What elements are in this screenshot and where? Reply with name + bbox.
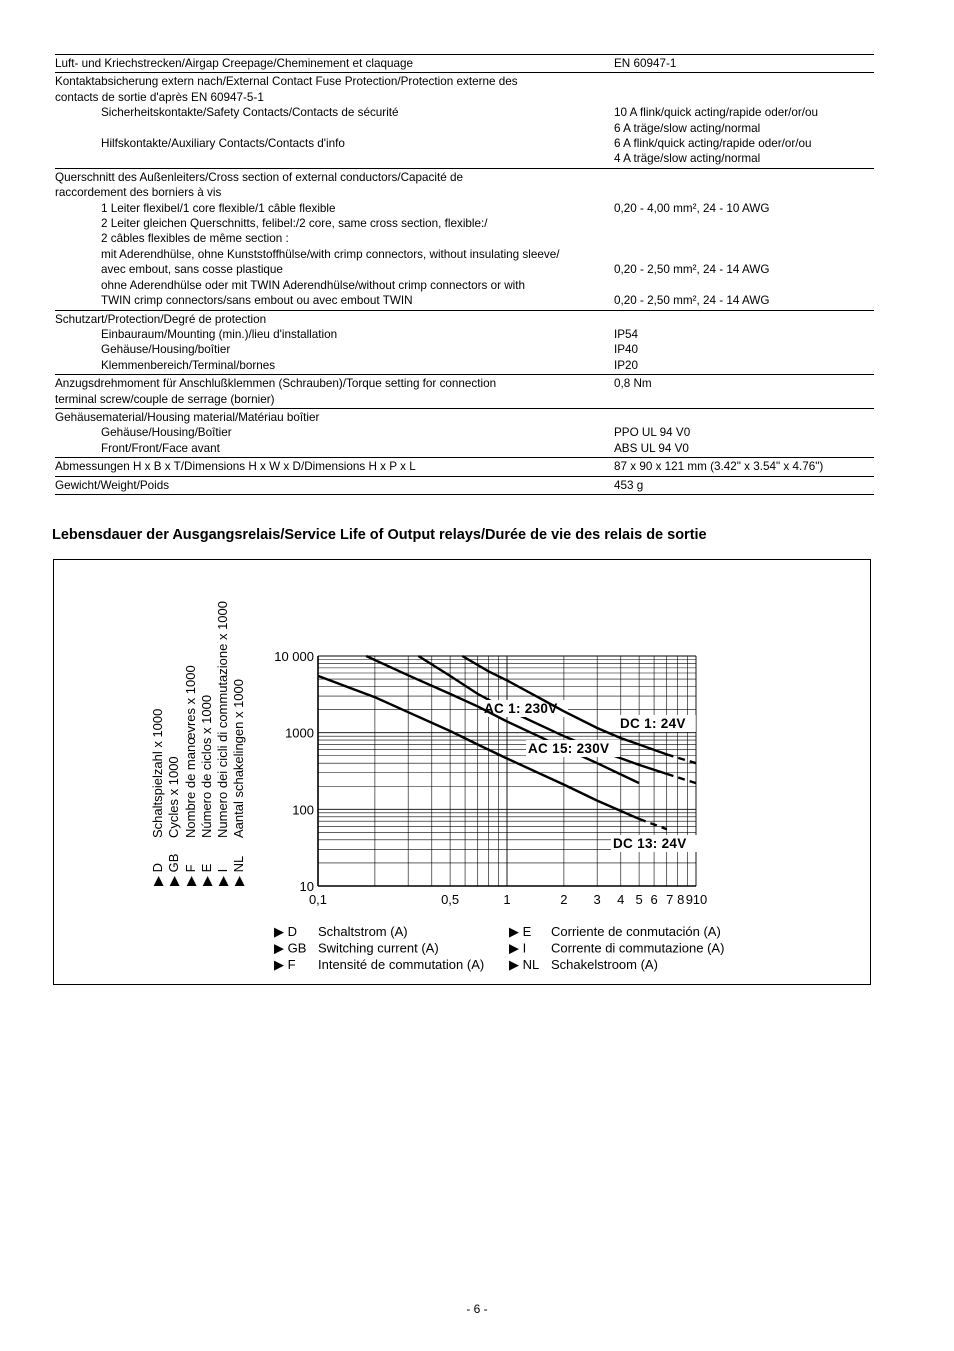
spec-value: ABS UL 94 V0 xyxy=(614,441,689,455)
spec-label: raccordement des borniers à vis xyxy=(55,186,222,200)
x-tick-label: 9 xyxy=(685,892,693,907)
spec-value xyxy=(614,392,874,407)
spec-label: Anzugsdrehmoment für Anschlußklemmen (Schrauben)/Torque setting for connection xyxy=(55,377,497,391)
spec-value: IP20 xyxy=(614,358,639,372)
y-tick-label: 100 xyxy=(292,802,314,818)
y-axis-marker: ▶ NL xyxy=(231,855,246,886)
spec-label: Gewicht/Weight/Poids xyxy=(55,478,170,492)
spec-row xyxy=(55,327,874,342)
spec-row xyxy=(55,312,874,327)
series-line-dashed xyxy=(639,819,667,829)
spec-label xyxy=(55,151,614,166)
spec-value: 4 A träge/slow acting/normal xyxy=(614,152,761,166)
spec-value: PPO UL 94 V0 xyxy=(614,426,691,440)
spec-group xyxy=(55,457,874,475)
spec-value: IP40 xyxy=(614,343,639,357)
spec-row xyxy=(55,342,874,357)
y-tick-label: 10 000 xyxy=(274,649,314,664)
spec-value: 87 x 90 x 121 mm (3.42" x 3.54" x 4.76") xyxy=(614,460,824,474)
spec-group xyxy=(55,72,874,167)
spec-row xyxy=(55,105,874,120)
spec-row xyxy=(55,392,874,407)
x-tick-label: 4 xyxy=(617,892,625,907)
spec-value xyxy=(614,278,874,293)
x-tick-label: 6 xyxy=(650,892,658,907)
y-axis-marker: ▶ F xyxy=(183,864,198,886)
y-axis-label: Schaltspielzahl x 1000 xyxy=(150,708,165,838)
spec-row xyxy=(55,278,874,293)
spec-row xyxy=(55,74,874,89)
spec-label: Gehäuse/Housing/Boîtier xyxy=(101,426,232,440)
x-axis-marker: ▶ E xyxy=(509,924,532,939)
spec-row xyxy=(55,376,874,391)
x-axis-marker: ▶ D xyxy=(274,924,297,939)
x-tick-label: 1 xyxy=(503,892,511,907)
page-number: - 6 - xyxy=(466,1302,488,1316)
y-tick-label: 10 xyxy=(299,879,314,894)
service-life-chart xyxy=(53,559,871,985)
x-axis-marker: ▶ I xyxy=(509,940,527,956)
spec-group xyxy=(55,374,874,408)
x-axis-marker: ▶ GB xyxy=(274,940,307,956)
spec-row xyxy=(55,201,874,216)
spec-row xyxy=(55,216,874,231)
y-tick-label: 1000 xyxy=(285,725,314,741)
spec-group xyxy=(55,408,874,457)
spec-table xyxy=(55,54,874,495)
spec-value xyxy=(614,74,874,89)
spec-value: 0,8 Nm xyxy=(614,377,652,391)
x-tick-label: 2 xyxy=(560,892,568,907)
spec-value: EN 60947-1 xyxy=(614,57,677,70)
spec-row xyxy=(55,441,874,456)
spec-label: mit Aderendhülse, ohne Kunststoffhülse/with crimp connectors, without insulating sleeve/ xyxy=(101,247,560,261)
spec-value xyxy=(614,185,874,200)
y-axis-marker: ▶ I xyxy=(215,868,230,886)
spec-group xyxy=(55,54,874,72)
spec-row xyxy=(55,410,874,425)
spec-label: Abmessungen H x B x T/Dimensions H x W x D/Dimensions H x P x L xyxy=(55,460,416,474)
spec-value: 6 A träge/slow acting/normal xyxy=(614,121,761,135)
x-tick-label: 10 xyxy=(692,892,708,907)
x-axis-marker: ▶ F xyxy=(274,957,296,972)
y-axis-label: Cycles x 1000 xyxy=(166,756,181,838)
spec-row xyxy=(55,231,874,246)
spec-value: 6 A flink/quick acting/rapide oder/or/ou xyxy=(614,137,812,151)
y-axis-label: Número de ciclos x 1000 xyxy=(199,694,214,838)
spec-row xyxy=(55,293,874,308)
y-axis-marker: ▶ GB xyxy=(166,853,181,886)
spec-row xyxy=(55,185,874,200)
spec-value xyxy=(614,170,874,185)
spec-label: avec embout, sans cosse plastique xyxy=(101,263,283,277)
x-axis-marker: ▶ NL xyxy=(509,957,540,972)
x-axis-label: Switching current (A) xyxy=(318,940,439,956)
spec-group xyxy=(55,168,874,310)
spec-value xyxy=(614,90,874,105)
spec-row xyxy=(55,425,874,440)
series-label: AC 15: 230V xyxy=(528,741,610,756)
spec-group xyxy=(55,476,874,495)
spec-row xyxy=(55,478,874,493)
series-line xyxy=(366,656,639,783)
x-axis-label: Intensité de commutation (A) xyxy=(318,957,485,972)
spec-label: Front/Front/Face avant xyxy=(101,441,220,455)
x-tick-label: 5 xyxy=(635,892,643,907)
spec-label: Schutzart/Protection/Degré de protection xyxy=(55,312,267,326)
spec-label: Luft- und Kriechstrecken/Airgap Creepage/Cheminement et claquage xyxy=(55,57,413,70)
spec-label: TWIN crimp connectors/sans embout ou avec embout TWIN xyxy=(101,294,413,308)
spec-label: Querschnitt des Außenleiters/Cross section of external conductors/Capacité de xyxy=(55,170,463,184)
spec-label: ohne Aderendhülse oder mit TWIN Aderendhülse/without crimp connectors or with xyxy=(101,278,526,292)
x-tick-label: 3 xyxy=(593,892,601,907)
series-label: DC 1: 24V xyxy=(620,716,686,731)
x-axis-label: Schakelstroom (A) xyxy=(551,957,658,972)
series-line-dashed xyxy=(667,774,696,783)
spec-value: 10 A flink/quick acting/rapide oder/or/ou xyxy=(614,106,819,120)
spec-label: Kontaktabsicherung extern nach/External Contact Fuse Protection/Protection externe des xyxy=(55,75,518,89)
spec-value: 453 g xyxy=(614,478,644,492)
x-tick-label: 0,5 xyxy=(441,892,460,907)
x-axis-label: Corrente di commutazione (A) xyxy=(551,940,725,956)
section-title: Lebensdauer der Ausgangsrelais/Service Life of Output relays/Durée de vie des relais de sortie xyxy=(52,527,707,543)
spec-label: Gehäusematerial/Housing material/Matériau boîtier xyxy=(55,410,320,424)
spec-value xyxy=(614,410,874,425)
x-axis-label: Corriente de conmutación (A) xyxy=(551,924,721,939)
spec-label: Einbauraum/Mounting (min.)/lieu d'installation xyxy=(101,327,338,341)
y-axis-label: Numero dei cicli di commutazione x 1000 xyxy=(215,601,230,838)
y-axis-marker: ▶ D xyxy=(150,863,165,886)
spec-label: Gehäuse/Housing/boîtier xyxy=(101,343,231,357)
y-axis-label: Aantal schakelingen x 1000 xyxy=(231,678,246,838)
spec-value xyxy=(614,216,874,231)
chart-svg xyxy=(54,560,870,984)
spec-value xyxy=(614,231,874,246)
spec-group xyxy=(55,310,874,375)
spec-row xyxy=(55,459,874,474)
spec-row xyxy=(55,136,874,151)
spec-row xyxy=(55,151,874,166)
spec-row xyxy=(55,90,874,105)
spec-value xyxy=(614,312,874,327)
spec-label: 2 Leiter gleichen Querschnitts, felibel:/2 core, same cross section, flexible:/ xyxy=(101,217,488,231)
series-label: DC 13: 24V xyxy=(613,836,687,851)
spec-value: IP54 xyxy=(614,327,639,341)
spec-row xyxy=(55,121,874,136)
spec-row xyxy=(55,56,874,71)
spec-row xyxy=(55,262,874,277)
spec-label: Hilfskontakte/Auxiliary Contacts/Contacts d'info xyxy=(101,137,345,151)
spec-value: 0,20 - 4,00 mm², 24 - 10 AWG xyxy=(614,201,770,215)
spec-label: Sicherheitskontakte/Safety Contacts/Contacts de sécurité xyxy=(101,106,399,120)
x-tick-label: 0,1 xyxy=(308,892,328,907)
spec-label: Klemmenbereich/Terminal/bornes xyxy=(101,358,276,372)
x-tick-label: 8 xyxy=(677,892,685,907)
spec-row xyxy=(55,170,874,185)
spec-label: contacts de sortie d'après EN 60947-5-1 xyxy=(55,90,264,104)
spec-value: 0,20 - 2,50 mm², 24 - 14 AWG xyxy=(614,294,770,308)
spec-row xyxy=(55,247,874,262)
spec-value xyxy=(614,247,874,262)
spec-label xyxy=(55,121,614,136)
spec-label: terminal screw/couple de serrage (bornier) xyxy=(55,392,275,406)
x-axis-label: Schaltstrom (A) xyxy=(318,924,408,939)
x-tick-label: 7 xyxy=(666,892,674,907)
y-axis-marker: ▶ E xyxy=(199,863,214,886)
spec-row xyxy=(55,358,874,373)
y-axis-label: Nombre de manœvres x 1000 xyxy=(183,665,198,838)
spec-label: 1 Leiter flexibel/1 core flexible/1 câble flexible xyxy=(101,201,336,215)
spec-label: 2 câbles flexibles de même section : xyxy=(101,232,289,246)
series-label: AC 1: 230V xyxy=(484,701,558,716)
spec-value: 0,20 - 2,50 mm², 24 - 14 AWG xyxy=(614,263,770,277)
